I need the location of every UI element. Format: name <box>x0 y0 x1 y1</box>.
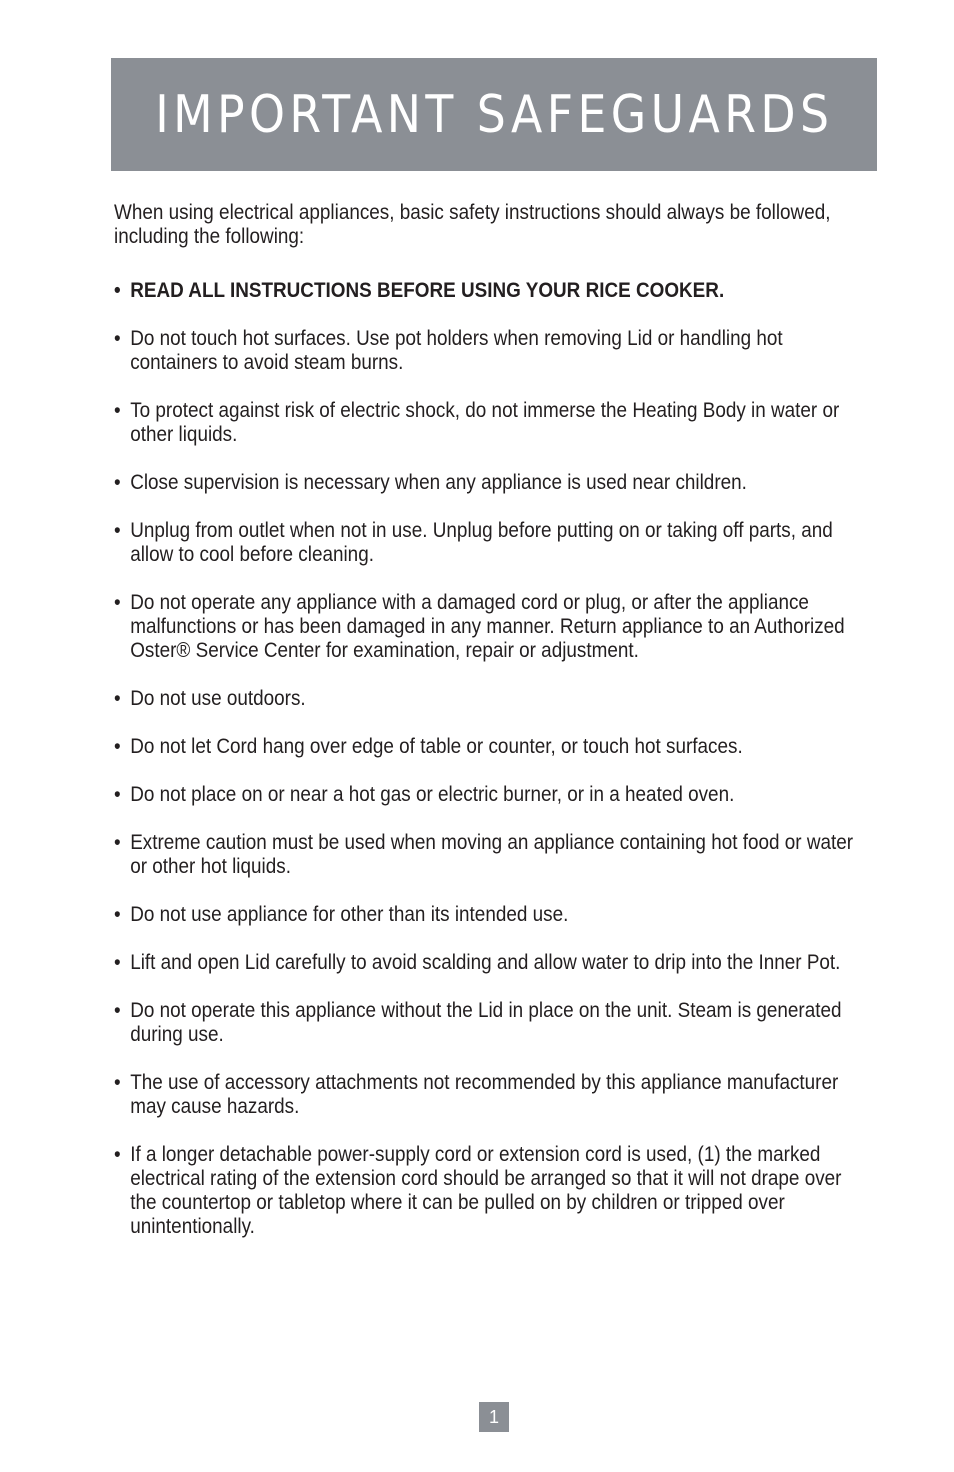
safeguard-line: electrical rating of the extension cord should be arranged so that it will not drape over <box>130 1167 842 1190</box>
intro-line: including the following: <box>114 225 305 248</box>
safeguard-line: or other hot liquids. <box>130 855 291 878</box>
safeguard-line: unintentionally. <box>130 1215 255 1238</box>
safeguard-line: allow to cool before cleaning. <box>130 543 374 566</box>
safeguard-line: the countertop or tabletop where it can be pulled on by children or tripped over <box>130 1191 785 1214</box>
safeguard-line: Extreme caution must be used when moving an appliance containing hot food or water <box>130 831 854 854</box>
safeguard-item <box>114 1143 904 1239</box>
safeguard-item <box>114 783 904 807</box>
title-banner <box>111 58 877 171</box>
safeguard-line: Do not use outdoors. <box>130 687 306 710</box>
safeguard-line: Do not operate this appliance without the Lid in place on the unit. Steam is generated <box>130 999 842 1022</box>
bullet-icon: • <box>114 1143 121 1166</box>
intro-line: When using electrical appliances, basic safety instructions should always be followed, <box>114 201 831 224</box>
safeguard-line: may cause hazards. <box>130 1095 300 1118</box>
intro-paragraph <box>114 201 888 249</box>
bullet-icon: • <box>114 687 121 710</box>
safeguard-line: Oster® Service Center for examination, repair or adjustment. <box>130 639 639 662</box>
bullet-icon: • <box>114 519 121 542</box>
bullet-icon: • <box>114 783 121 806</box>
safeguard-line: To protect against risk of electric shock, do not immerse the Heating Body in water or <box>130 399 840 422</box>
safeguard-line: If a longer detachable power-supply cord or extension cord is used, (1) the marked <box>130 1143 821 1166</box>
safeguard-line: Close supervision is necessary when any appliance is used near children. <box>130 471 747 494</box>
safeguard-item <box>114 591 904 663</box>
safeguard-line: Do not touch hot surfaces. Use pot holders when removing Lid or handling hot <box>130 327 783 350</box>
bullet-icon: • <box>114 327 121 350</box>
safeguard-item <box>114 471 904 495</box>
page-title: IMPORTANT SAFEGUARDS <box>154 84 834 145</box>
bullet-icon: • <box>114 399 121 422</box>
page-number: 1 <box>479 1402 509 1432</box>
bullet-icon: • <box>114 951 121 974</box>
safeguard-line: during use. <box>130 1023 224 1046</box>
safeguard-line: Do not place on or near a hot gas or electric burner, or in a heated oven. <box>130 783 735 806</box>
safeguard-item <box>114 1071 904 1119</box>
safeguard-item <box>114 399 904 447</box>
safeguard-line: Lift and open Lid carefully to avoid scalding and allow water to drip into the Inner Pot. <box>130 951 841 974</box>
safeguard-line: Unplug from outlet when not in use. Unplug before putting on or taking off parts, and <box>130 519 833 542</box>
safeguard-item <box>114 279 904 303</box>
safeguard-line: other liquids. <box>130 423 238 446</box>
bullet-icon: • <box>114 831 121 854</box>
safeguard-line: Do not let Cord hang over edge of table or counter, or touch hot surfaces. <box>130 735 743 758</box>
safeguard-line: READ ALL INSTRUCTIONS BEFORE USING YOUR RICE COOKER. <box>130 279 725 302</box>
safeguard-line: malfunctions or has been damaged in any manner. Return appliance to an Authorized <box>130 615 845 638</box>
safeguard-item <box>114 951 904 975</box>
safeguard-item <box>114 519 904 567</box>
bullet-icon: • <box>114 1071 121 1094</box>
safeguard-item <box>114 735 904 759</box>
safeguard-line: Do not operate any appliance with a damaged cord or plug, or after the appliance <box>130 591 809 614</box>
bullet-icon: • <box>114 903 121 926</box>
bullet-icon: • <box>114 999 121 1022</box>
bullet-icon: • <box>114 591 121 614</box>
safeguard-item <box>114 999 904 1047</box>
bullet-icon: • <box>114 471 121 494</box>
safeguard-item <box>114 687 904 711</box>
bullet-icon: • <box>114 735 121 758</box>
bullet-icon: • <box>114 279 121 302</box>
safeguard-item <box>114 903 904 927</box>
safeguard-line: The use of accessory attachments not recommended by this appliance manufacturer <box>130 1071 839 1094</box>
safeguard-list <box>114 279 904 1239</box>
safeguard-line: Do not use appliance for other than its intended use. <box>130 903 569 926</box>
safeguard-item <box>114 831 904 879</box>
safeguard-line: containers to avoid steam burns. <box>130 351 404 374</box>
safeguard-item <box>114 327 904 375</box>
safeguards-content <box>114 201 904 1263</box>
